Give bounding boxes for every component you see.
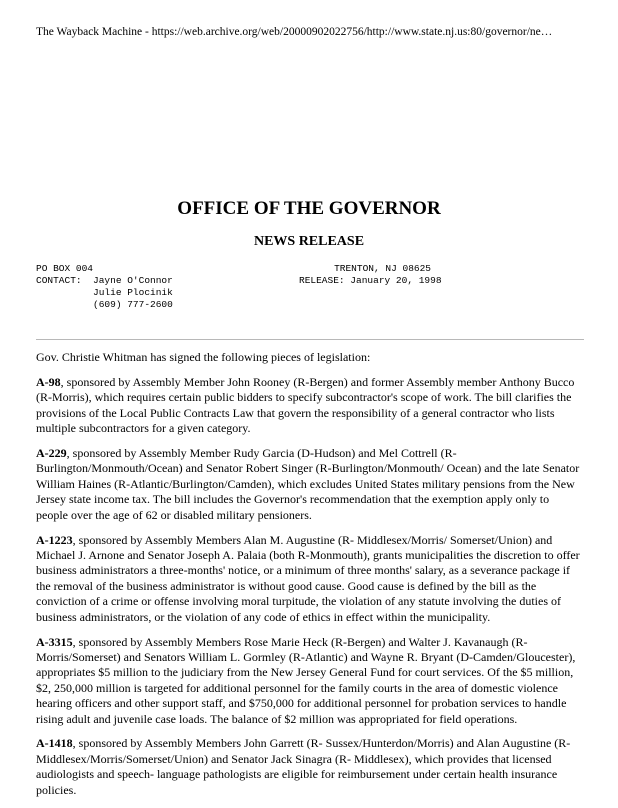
bill-paragraph xyxy=(36,446,584,523)
contact-name-1: Jayne O'Connor xyxy=(93,275,173,286)
bill-paragraph xyxy=(36,736,584,798)
contact-name-2: Julie Plocinik xyxy=(93,287,173,298)
intro-paragraph: Gov. Christie Whitman has signed the following pieces of legislation: xyxy=(36,350,371,364)
contact-phone: (609) 777-2600 xyxy=(93,299,173,310)
city-address: TRENTON, NJ 08625 xyxy=(334,263,431,274)
divider xyxy=(36,339,584,340)
page-subtitle: NEWS RELEASE xyxy=(253,234,365,249)
bill-paragraph xyxy=(36,375,584,437)
bill-paragraph xyxy=(36,635,584,727)
page-title: OFFICE OF THE GOVERNOR xyxy=(177,198,441,219)
bill-paragraph xyxy=(36,533,584,625)
bill-id: A-229 xyxy=(36,446,67,461)
bill-id: A-98 xyxy=(36,374,61,389)
article-body xyxy=(36,350,584,808)
bill-id: A-3315 xyxy=(36,634,73,649)
contact-block-right xyxy=(299,263,442,287)
bill-text: , sponsored by Assembly Member Rudy Garcia (D-Hudson) and Mel Cottrell (R-Burlington/Monmouth/Ocean) and Senator Robert Singer (R-Burlington/Monmouth/ Ocean) and the late Senator William Haines (R-Atlantic/Burlington/Camden), which excludes United States military pensions from the New Jersey state income tax. The bill includes the Governor's recommendation that the exemption apply only to people over the age of 62 or disabled military pensioners. xyxy=(36,446,580,522)
contact-label: CONTACT: xyxy=(36,275,82,286)
bill-text: , sponsored by Assembly Members John Garrett (R- Sussex/Hunterdon/Morris) and Alan Augustine (R-Middlesex/Morris/Somerset/Union) and Senator Jack Sinagra (R- Middlesex), which provides that licensed audiologists and speech- language pathologists are eligible for reimbursement under certain health insurance policies. xyxy=(36,736,571,797)
contact-block-left xyxy=(36,263,173,311)
bill-id: A-1418 xyxy=(36,736,73,751)
bill-text: , sponsored by Assembly Members Rose Marie Heck (R-Bergen) and Walter J. Kavanaugh (R-Morris/Somerset) and Senators William L. Gormley (R-Atlantic) and Wayne R. Bryant (D-Camden/Gloucester), appropriates $5 million to the judiciary from the New Jersey General Fund for court services. Of the $5 million, $2, 250,000 million is targeted for additional personnel for the family courts in the area of domestic violence hearing officers and other support staff, and $750,000 for additional personnel for probation services to handle rising adult and juvenile case loads. The balance of $2 million was appropriated for field operations. xyxy=(36,634,576,726)
bill-text: , sponsored by Assembly Member John Rooney (R-Bergen) and former Assembly member Anthony Bucco (R-Morris), which requires certain public bidders to specify subcontractor's scope of work. The bill clarifies the provisions of the Local Public Contracts Law that govern the responsibility of a general contractor who lists multiple subcontractors for a given category. xyxy=(36,374,575,436)
po-box: PO BOX 004 xyxy=(36,263,94,274)
bill-text: , sponsored by Assembly Members Alan M. Augustine (R- Middlesex/Morris/ Somerset/Union) and Michael J. Arnone and Senator Joseph A. Palaia (both R-Monmouth), grants municipalities the discretion to offer business administrators a three-months' notice, or a minimum of three months' salary, as a severance package if the removal of the business administrator is without good cause. Good cause is defined by the bill as the conviction of a crime or offense involving moral turpitude, the violation of any statute involving the duties of business administrators, or the violation of any code of ethics in effect within the municipality. xyxy=(36,532,580,624)
release-date: RELEASE: January 20, 1998 xyxy=(299,275,442,286)
bill-id: A-1223 xyxy=(36,532,73,547)
wayback-header: The Wayback Machine - https://web.archive.org/web/20000902022756/http://www.state.nj.us:80/governor/ne… xyxy=(36,26,553,38)
